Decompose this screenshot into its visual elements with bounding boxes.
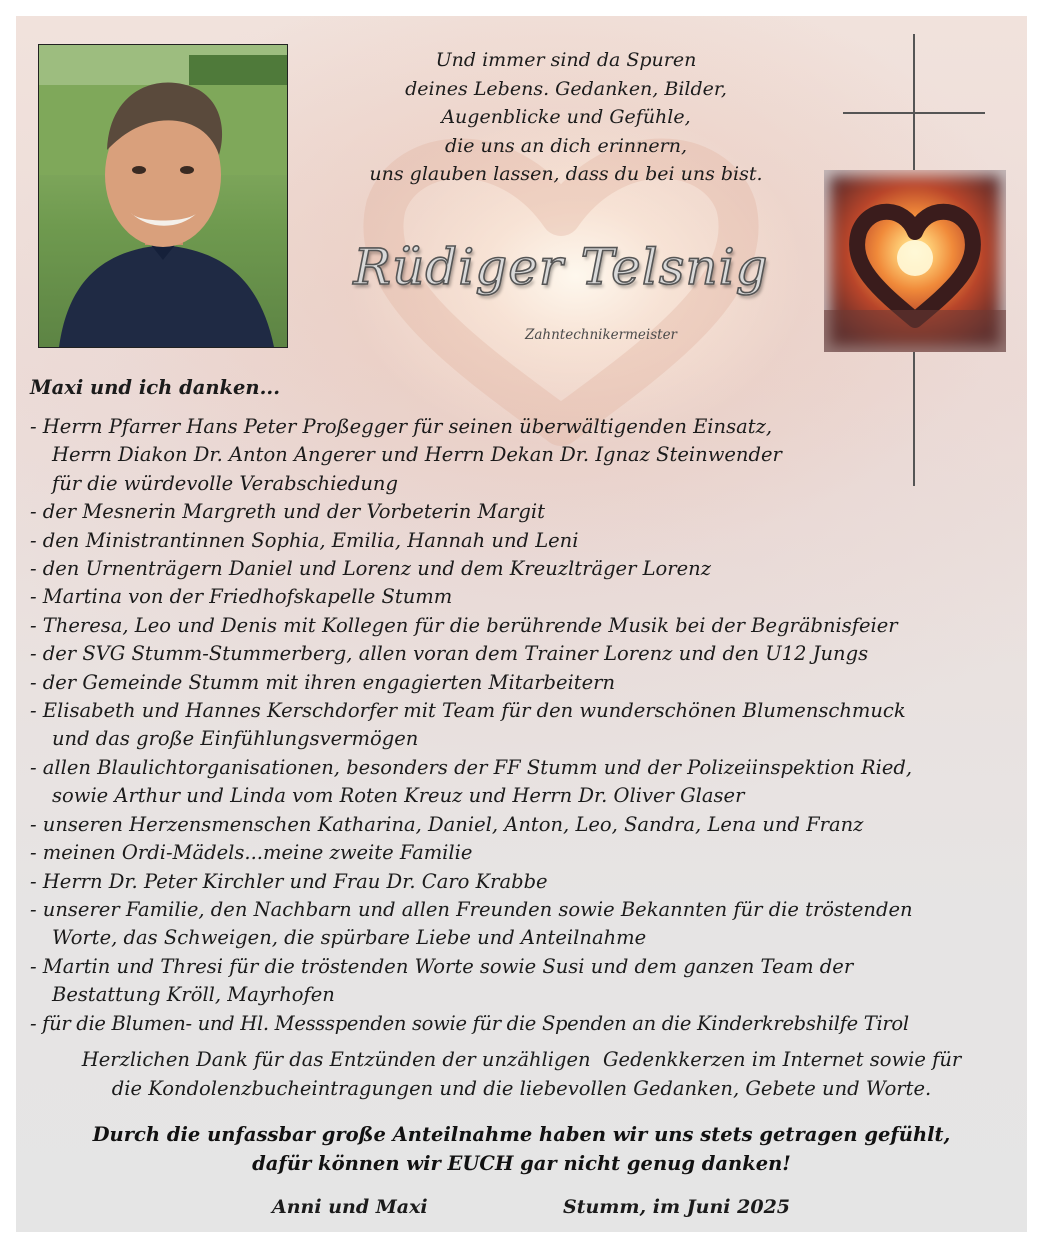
thanks-line: und das große Einfühlungsvermögen — [52, 727, 419, 751]
thanks-line: - unseren Herzensmenschen Katharina, Daniel, Anton, Leo, Sandra, Lena und Franz — [30, 812, 864, 836]
thanks-heading: Maxi und ich danken... — [30, 376, 280, 399]
thanks-line: Worte, das Schweigen, die spürbare Liebe und Anteilnahme — [52, 926, 647, 950]
poem-line: uns glauben lassen, dass du bei uns bist. — [369, 163, 763, 185]
thanks-line: - den Urnenträgern Daniel und Lorenz und dem Kreuzlträger Lorenz — [30, 557, 711, 581]
portrait-illustration — [39, 45, 287, 347]
poem-line: die uns an dich erinnern, — [444, 134, 688, 157]
closing-bold-line: dafür können wir EUCH gar nicht genug danken! — [252, 1152, 791, 1175]
closing-line: die Kondolenzbucheintragungen und die liebevollen Gedanken, Gebete und Worte. — [111, 1076, 932, 1100]
deceased-name: Rüdiger Telsnig — [353, 238, 769, 296]
thanks-line: sowie Arthur und Linda vom Roten Kreuz und Herrn Dr. Oliver Glaser — [52, 784, 745, 808]
memorial-poem — [316, 46, 816, 189]
obituary-card — [16, 16, 1027, 1232]
thanks-line: - der SVG Stumm-Stummerberg, allen voran dem Trainer Lorenz und den U12 Jungs — [30, 642, 869, 666]
closing-line: Herzlichen Dank für das Entzünden der unzähligen Gedenkkerzen im Internet sowie für — [81, 1048, 962, 1071]
poem-line: deines Lebens. Gedanken, Bilder, — [405, 77, 727, 100]
thanks-line: - Martina von der Friedhofskapelle Stumm — [30, 585, 453, 609]
thanks-line: - meinen Ordi-Mädels...meine zweite Familie — [30, 841, 473, 865]
closing-bold-line: Durch die unfassbar große Anteilnahme haben wir uns stets getragen gefühlt, — [92, 1123, 951, 1146]
thanks-line: - Elisabeth und Hannes Kerschdorfer mit Team für den wunderschönen Blumenschmuck — [30, 699, 906, 723]
poem-line: Und immer sind da Spuren — [435, 49, 697, 71]
heart-hands-icon — [824, 170, 1006, 352]
thanks-line: - unserer Familie, den Nachbarn und allen Freunden sowie Bekannten für die tröstenden — [30, 897, 913, 921]
closing-bold-text — [16, 1120, 1027, 1178]
signature-names: Anni und Maxi — [272, 1196, 428, 1218]
deceased-profession: Zahntechnikermeister — [524, 327, 678, 343]
thanks-line: - für die Blumen- und Hl. Messspenden sowie für die Spenden an die Kinderkrebshilfe Tirol — [30, 1011, 909, 1035]
thanks-line: - Herrn Pfarrer Hans Peter Proßegger für seinen überwältigenden Einsatz, — [30, 415, 773, 438]
thanks-line: Bestattung Kröll, Mayrhofen — [52, 983, 335, 1007]
heart-sunset-image — [824, 170, 1006, 352]
thanks-line: - Martin und Thresi für die tröstenden Worte sowie Susi und dem ganzen Team der — [30, 954, 854, 978]
thanks-line: - Theresa, Leo und Denis mit Kollegen für die berührende Musik bei der Begräbnisfeier — [30, 613, 898, 637]
thanks-line: - der Gemeinde Stumm mit ihren engagierten Mitarbeitern — [30, 670, 616, 694]
closing-text — [16, 1046, 1027, 1103]
poem-line: Augenblicke und Gefühle, — [441, 106, 691, 128]
thanks-line: - allen Blaulichtorganisationen, besonders der FF Stumm und der Polizeiinspektion Ried, — [30, 755, 913, 779]
thanks-list — [30, 413, 1020, 1038]
thanks-line: Herrn Diakon Dr. Anton Angerer und Herrn Dekan Dr. Ignaz Steinwender — [52, 443, 782, 467]
thanks-line: - den Ministrantinnen Sophia, Emilia, Hannah und Leni — [30, 528, 579, 552]
portrait-photo — [38, 44, 288, 348]
thanks-line: - der Mesnerin Margreth und der Vorbeterin Margit — [30, 500, 545, 524]
signature-place-date: Stumm, im Juni 2025 — [563, 1196, 791, 1218]
cross-icon-horizontal — [843, 112, 985, 114]
thanks-line: für die würdevolle Verabschiedung — [52, 471, 398, 495]
thanks-line: - Herrn Dr. Peter Kirchler und Frau Dr. Caro Krabbe — [30, 869, 548, 893]
